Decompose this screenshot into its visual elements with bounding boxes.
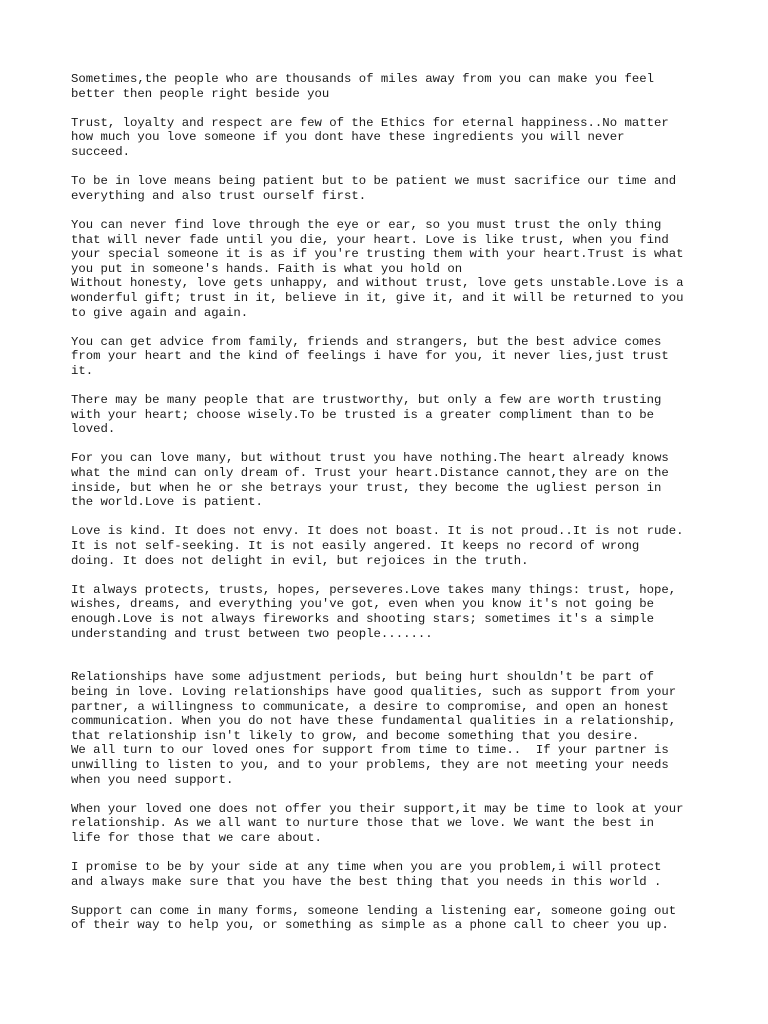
paragraph-2: Trust, loyalty and respect are few of the Ethics for eternal happiness..No matter how much you love someone if you dont have these ingredients you will never succeed. [71, 115, 669, 159]
paragraph-6: There may be many people that are trustworthy, but only a few are worth trusting with your heart; choose wisely.To be trusted is a greater compliment than to be loved. [71, 393, 662, 437]
paragraph-11: When your loved one does not offer you their support,it may be time to look at your relationship. As we all want to nurture those that we love. We want the best in life for those that we care about. [71, 801, 684, 845]
paragraph-5: You can get advice from family, friends and strangers, but the best advice comes from your heart and the kind of feelings i have for you, it never lies,just trust it. [71, 334, 669, 378]
paragraph-8: Love is kind. It does not envy. It does not boast. It is not proud..It is not rude. It is not self-seeking. It is not easily angered. It keeps no record of wrong doing. It does not delight in evil, but rejoices in the truth. [71, 524, 684, 568]
paragraph-4: You can never find love through the eye or ear, so you must trust the only thing that will never fade until you die, your heart. Love is like trust, when you find your special someone it is as if you're trusting them with your heart.Trust is what you put in someone's hands. Faith is what you hold on Without honesty, love gets unhappy, and without trust, love gets unstable.Love is a wonderful gift; trust in it, believe in it, give it, and it will be returned to you to give again and again. [71, 217, 684, 320]
paragraph-3: To be in love means being patient but to be patient we must sacrifice our time and everything and also trust ourself first. [71, 174, 677, 203]
paragraph-7: For you can love many, but without trust you have nothing.The heart already knows what the mind can only dream of. Trust your heart.Distance cannot,they are on the inside, but when he or she betrays your trust, they become the ugliest person in the world.Love is patient. [71, 451, 669, 510]
paragraph-13: Support can come in many forms, someone lending a listening ear, someone going out of their way to help you, or something as simple as a phone call to cheer you up. [71, 903, 677, 933]
paragraph-10: Relationships have some adjustment periods, but being hurt shouldn't be part of being in love. Loving relationships have good qualities, such as support from your partner, a willingness to communicate, a desire to compromise, and open an honest communication. When you do not have these fundamental qualities in a relationship, that relationship isn't likely to grow, and become something that you desire. We all turn to our loved ones for support from time to time.. If your partner is unwilling to listen to you, and to your problems, they are not meeting your needs when you need support. [71, 670, 677, 787]
paragraph-1: Sometimes,the people who are thousands of miles away from you can make you feel better then people right beside you [71, 72, 654, 101]
paragraph-9: It always protects, trusts, hopes, perseveres.Love takes many things: trust, hope, wishes, dreams, and everything you've got, even when you know it's not going be enough.Love is not always fireworks and shooting stars; sometimes it's a simple understanding and trust between two people....... [71, 582, 677, 641]
blank-line [71, 656, 711, 671]
paragraph-12: I promise to be by your side at any time when you are you problem,i will protect and always make sure that you have the best thing that you needs in this world . [71, 860, 662, 889]
document-page [71, 72, 711, 948]
